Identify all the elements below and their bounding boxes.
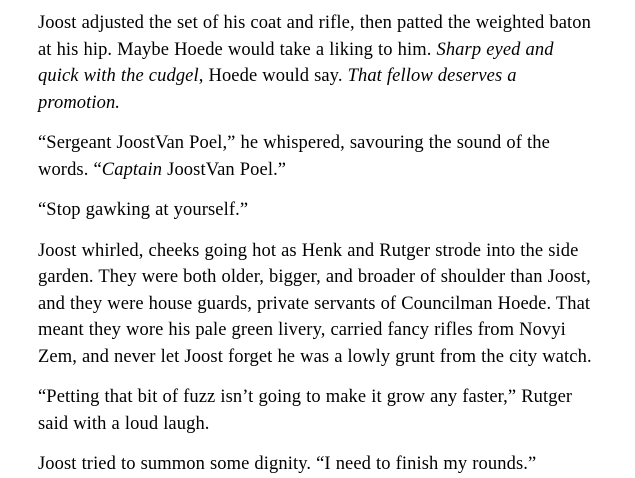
- document-body: [38, 10, 595, 478]
- text-run: “Stop gawking at yourself.”: [38, 200, 249, 220]
- text-run-italic: Captain: [101, 159, 163, 180]
- text-run: “Petting that bit of fuzz isn’t going to make it grow any faster,” Rutger said with a loud laugh.: [38, 387, 573, 434]
- text-run-italic: Sharp eyed and quick with the cudgel: [38, 39, 554, 86]
- text-run: , Hoede would say.: [198, 66, 348, 86]
- paragraph: [38, 130, 595, 183]
- paragraph: [38, 451, 595, 478]
- text-run: JoostVan Poel.”: [162, 159, 287, 180]
- paragraph: [38, 197, 595, 224]
- text-run: Joost tried to summon some dignity. “I need to finish my rounds.”: [38, 454, 537, 474]
- paragraph: [38, 238, 595, 371]
- paragraph: [38, 384, 595, 437]
- text-run: “Sergeant JoostVan Poel,” he whispered, savouring the sound of the words. “: [38, 133, 550, 180]
- text-run: Joost adjusted the set of his coat and rifle, then patted the weighted baton at his hip. Maybe Hoede would take a liking to him.: [38, 13, 591, 60]
- paragraph: [38, 10, 595, 116]
- text-run-italic: That fellow deserves a promotion.: [38, 66, 517, 113]
- text-run: Joost whirled, cheeks going hot as Henk and Rutger strode into the side garden. They were both older, bigger, and broader of shoulder than Joost, and they were house guards, private servants of Councilman Hoede. That meant they wore his pale green livery, carried fancy rifles from Novyi Zem, and never let Joost forget he was a lowly grunt from the city watch.: [38, 240, 592, 367]
